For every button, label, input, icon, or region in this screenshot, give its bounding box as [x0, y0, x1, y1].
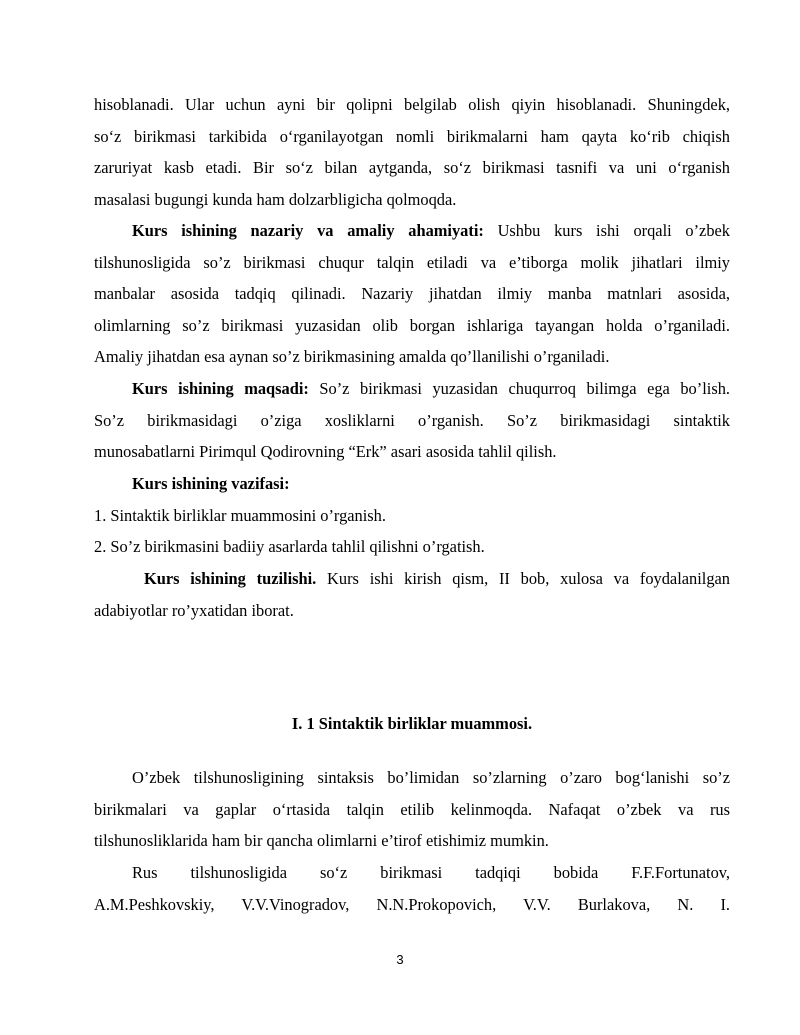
text-line: tilshunosligida so’z birikmasi chuqur talqin etiladi va e’tiborga molik jihatlari ilmiy: [94, 252, 730, 272]
goal-paragraph: [94, 373, 730, 468]
text-line: masalasi bugungi kunda ham dolzarbligicha qolmoqda.: [94, 189, 457, 209]
tasks-label: Kurs ishining vazifasi:: [132, 474, 290, 493]
significance-label: Kurs ishining nazariy va amaliy ahamiyati:: [132, 221, 484, 240]
section-paragraph-1: [94, 762, 730, 857]
section-paragraph-2: [94, 857, 730, 920]
tasks-section: [94, 468, 730, 563]
text-line: [94, 373, 730, 405]
text-line: munosabatlarni Pirimqul Qodirovning “Erk” asari asosida tahlil qilish.: [94, 442, 557, 462]
structure-text: Kurs ishi kirish qism, II bob, xulosa va foydalanilgan: [316, 569, 730, 588]
text-line: So’z birikmasidagi o’ziga xosliklarni o’rganish. So’z birikmasidagi sintaktik: [94, 410, 730, 430]
structure-label: Kurs ishining tuzilishi.: [144, 569, 317, 588]
section-heading: I. 1 Sintaktik birliklar muammosi.: [291, 714, 533, 733]
list-item: 2. So’z birikmasini badiiy asarlarda tahlil qilishni o’rgatish.: [94, 537, 485, 557]
text-line: olimlarning so’z birikmasi yuzasidan olib borgan ishlariga tayangan holda o’rganiladi.: [94, 315, 730, 335]
significance-text: Ushbu kurs ishi orqali o’zbek: [483, 221, 730, 240]
goal-text: So’z birikmasi yuzasidan chuqurroq bilimga ega bo’lish.: [308, 379, 730, 398]
text-line: zaruriyat kasb etadi. Bir so‘z bilan aytganda, so‘z birikmasi tasnifi va uni o‘rganish: [94, 158, 730, 178]
text-line: tilshunosliklarida ham bir qancha olimlarni e’tirof etishimiz mumkin.: [94, 831, 549, 851]
structure-paragraph: [94, 563, 730, 626]
text-line: Rus tilshunosligida so‘z birikmasi tadqiqi bobida F.F.Fortunatov,: [132, 863, 730, 882]
text-line: [94, 468, 730, 500]
text-line: manbalar asosida tadqiq qilinadi. Nazariy jihatdan ilmiy manba matnlari asosida,: [94, 284, 730, 304]
text-line: so‘z birikmasi tarkibida o‘rganilayotgan nomli birikmalarni ham qayta ko‘rib chiqish: [94, 126, 730, 146]
text-line: [94, 215, 730, 247]
text-line: hisoblanadi. Ular uchun ayni bir qolipni belgilab olish qiyin hisoblanadi. Shuningdek,: [94, 95, 730, 114]
list-item: 1. Sintaktik birliklar muammosini o’rganish.: [94, 505, 386, 525]
text-line: adabiyotlar ro’yxatidan iborat.: [94, 600, 294, 620]
significance-paragraph: [94, 215, 730, 373]
goal-label: Kurs ishining maqsadi:: [132, 379, 309, 398]
intro-paragraph: [94, 89, 730, 215]
text-line: Amaliy jihatdan esa aynan so’z birikmasining amalda qo’llanilishi o’rganiladi.: [94, 347, 610, 367]
text-line: O’zbek tilshunosligining sintaksis bo’limidan so’zlarning o’zaro bog‘lanishi so’z: [132, 768, 730, 787]
text-line: birikmalari va gaplar o‘rtasida talqin etilib kelinmoqda. Nafaqat o’zbek va rus: [94, 799, 730, 819]
text-line: [94, 563, 730, 595]
page-number: 3: [396, 952, 404, 967]
text-line: A.M.Peshkovskiy, V.V.Vinogradov, N.N.Prokopovich, V.V. Burlakova, N. I.: [94, 894, 730, 914]
